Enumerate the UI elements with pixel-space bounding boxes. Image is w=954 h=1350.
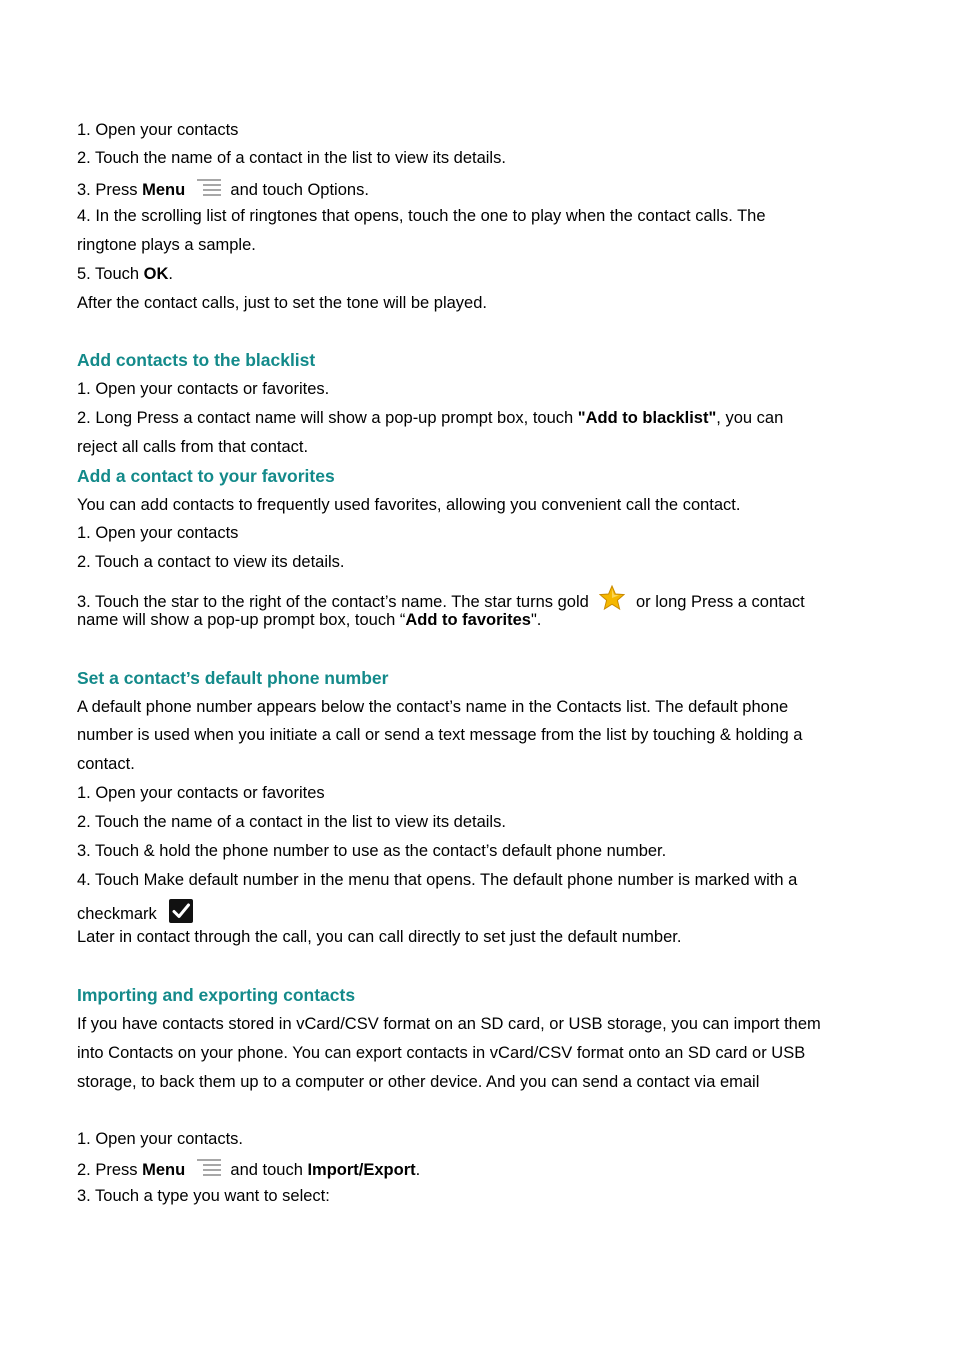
intro-step-2: 2. Touch the name of a contact in the list to view its details. [77,149,506,167]
default-number-step-4-line-1: 4. Touch Make default number in the menu that opens. The default phone number is marked with a [77,871,798,889]
import-export-para-line-3: storage, to back them up to a computer or other device. And you can send a contact via email [77,1073,760,1091]
import-export-step-1: 1. Open your contacts. [77,1130,244,1148]
heading-import-export: Importing and exporting contacts [77,985,356,1005]
favorites-step-1: 1. Open your contacts [77,524,239,542]
heading-favorites: Add a contact to your favorites [77,466,335,486]
default-number-para-line-3: contact. [77,755,135,773]
checkmark-icon [169,899,193,923]
favorites-step-3-line-2: name will show a pop-up prompt box, touch “Add to favorites". [77,611,542,629]
star-icon [599,585,625,611]
intro-after-note: After the contact calls, just to set the tone will be played. [77,294,487,312]
import-export-step-3: 3. Touch a type you want to select: [77,1187,330,1205]
menu-icon [196,1158,222,1178]
default-number-step-1: 1. Open your contacts or favorites [77,784,325,802]
favorites-step-3-line-1: 3. Touch the star to the right of the contact’s name. The star turns gold or long Press a contact [77,585,805,612]
import-export-para-line-1: If you have contacts stored in vCard/CSV format on an SD card, or USB storage, you can import them [77,1015,821,1033]
default-number-step-2: 2. Touch the name of a contact in the list to view its details. [77,813,506,831]
import-export-step-2: 2. Press Menu and touch Import/Export. [77,1158,420,1180]
blacklist-step-2-line-1: 2. Long Press a contact name will show a pop-up prompt box, touch "Add to blacklist", you can [77,409,784,427]
intro-step-4-line-2: ringtone plays a sample. [77,236,256,254]
default-number-step-3: 3. Touch & hold the phone number to use as the contact’s default phone number. [77,842,667,860]
favorites-intro: You can add contacts to frequently used favorites, allowing you convenient call the contact. [77,496,741,514]
menu-icon [196,178,222,198]
default-number-step-4-line-2: checkmark [77,899,193,924]
default-number-later-note: Later in contact through the call, you can call directly to set just the default number. [77,928,682,946]
blacklist-step-1: 1. Open your contacts or favorites. [77,380,330,398]
heading-default-number: Set a contact’s default phone number [77,668,389,688]
intro-step-4-line-1: 4. In the scrolling list of ringtones that opens, touch the one to play when the contact calls. The [77,207,766,225]
import-export-para-line-2: into Contacts on your phone. You can export contacts in vCard/CSV format onto an SD card or USB [77,1044,806,1062]
default-number-para-line-2: number is used when you initiate a call or send a text message from the list by touching & holding a [77,726,803,744]
favorites-step-2: 2. Touch a contact to view its details. [77,553,345,571]
blacklist-step-2-line-2: reject all calls from that contact. [77,438,309,456]
heading-blacklist: Add contacts to the blacklist [77,350,316,370]
intro-step-3: 3. Press Menu and touch Options. [77,178,369,200]
intro-step-5: 5. Touch OK. [77,265,174,283]
intro-step-1: 1. Open your contacts [77,121,239,139]
default-number-para-line-1: A default phone number appears below the contact’s name in the Contacts list. The default phone [77,698,789,716]
